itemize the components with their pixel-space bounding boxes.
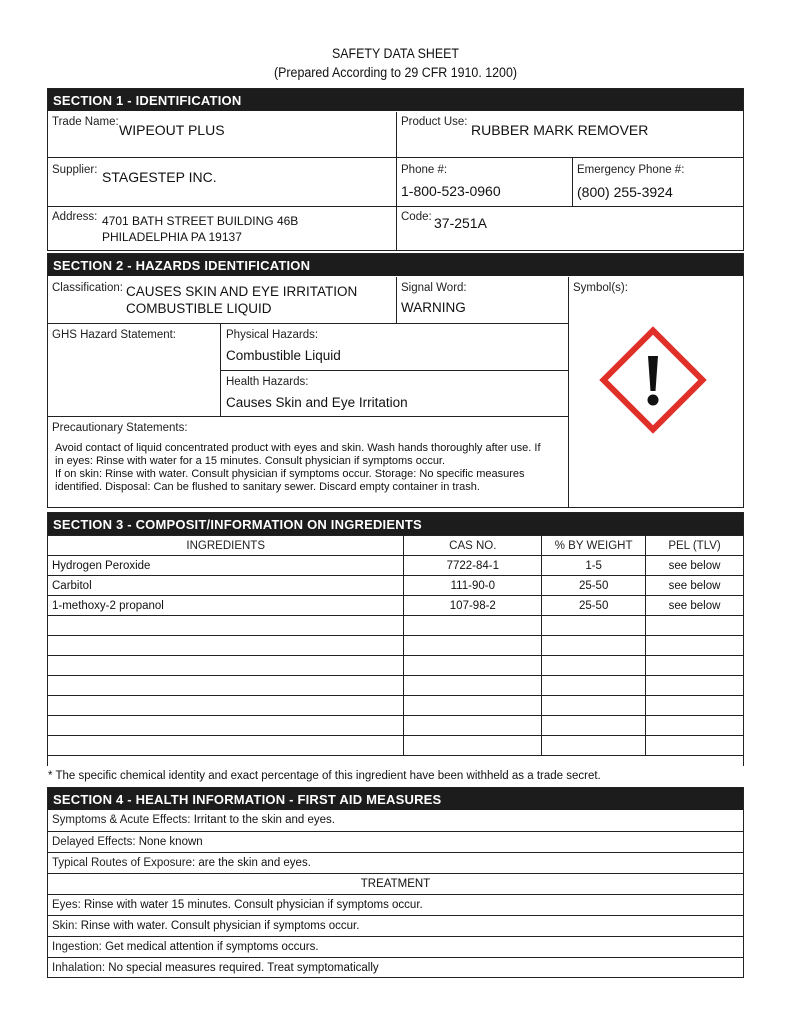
classification-line-2: COMBUSTIBLE LIQUID [126, 301, 272, 316]
ingredient-name [48, 736, 404, 756]
percent-weight [542, 616, 646, 636]
table-row [48, 676, 744, 696]
pel-tlv: see below [646, 596, 744, 616]
signal-word-value: WARNING [401, 300, 466, 315]
routes-label: Typical Routes of Exposure: [52, 857, 196, 869]
section-3-title: SECTION 3 - COMPOSIT/INFORMATION ON INGREDIENTS [48, 513, 743, 535]
percent-weight [542, 696, 646, 716]
treatment-heading: TREATMENT [360, 878, 431, 890]
column-header: % BY WEIGHT [542, 536, 646, 556]
symbols-cell [569, 277, 743, 507]
address-label: Address: [52, 211, 98, 223]
ingredients-header-row [48, 536, 744, 556]
cas-number [404, 716, 542, 736]
treatment-heading-row [48, 873, 743, 894]
ingredient-name: Hydrogen Peroxide [48, 556, 404, 576]
delayed-effects-label: Delayed Effects: [52, 836, 136, 848]
percent-weight: 1-5 [542, 556, 646, 576]
symbols-label: Symbol(s): [573, 282, 628, 294]
pel-tlv [646, 616, 744, 636]
document-header [32, 44, 760, 82]
percent-weight [542, 736, 646, 756]
pel-tlv [646, 736, 744, 756]
percent-weight [542, 636, 646, 656]
cas-number: 7722-84-1 [404, 556, 542, 576]
routes-value: are the skin and eyes. [198, 857, 311, 869]
symptoms-label: Symptoms & Acute Effects: [52, 814, 191, 826]
health-hazards-cell [221, 371, 569, 417]
classification-cell [48, 277, 397, 324]
code-cell [397, 207, 743, 250]
table-row [48, 736, 744, 756]
delayed-effects-value: None known [138, 836, 203, 848]
trade-name-label: Trade Name: [52, 116, 119, 128]
document-title: SAFETY DATA SHEET [331, 46, 459, 61]
cas-number [404, 656, 542, 676]
trade-name-value: WIPEOUT PLUS [119, 122, 225, 138]
inhalation-row [48, 957, 743, 978]
table-row [48, 636, 744, 656]
physical-hazards-label: Physical Hazards: [226, 329, 319, 341]
delayed-effects-row [48, 831, 743, 852]
physical-hazards-cell [221, 324, 569, 371]
percent-weight: 25-50 [542, 576, 646, 596]
section-2-hazards [47, 253, 744, 508]
precautionary-text [55, 442, 565, 494]
eyes-label: Eyes: [52, 899, 81, 911]
emergency-phone-label: Emergency Phone #: [577, 164, 685, 176]
pel-tlv: see below [646, 576, 744, 596]
table-row [48, 716, 744, 736]
ingredient-name [48, 656, 404, 676]
precautionary-line: in eyes: Rinse with water for a 15 minutes. Consult physician if symptoms occur. [55, 455, 446, 467]
supplier-label: Supplier: [52, 164, 98, 176]
pel-tlv [646, 676, 744, 696]
pel-tlv: see below [646, 556, 744, 576]
pel-tlv [646, 716, 744, 736]
skin-value: Rinse with water. Consult physician if symptoms occur. [80, 920, 360, 932]
section-1-title: SECTION 1 - IDENTIFICATION [48, 89, 743, 111]
percent-weight [542, 656, 646, 676]
pel-tlv [646, 656, 744, 676]
eyes-row [48, 894, 743, 915]
address-line-1: 4701 BATH STREET BUILDING 46B [102, 214, 299, 228]
table-row [48, 616, 744, 636]
cas-number: 111-90-0 [404, 576, 542, 596]
ingredient-name: Carbitol [48, 576, 404, 596]
cas-number: 107-98-2 [404, 596, 542, 616]
ingredients-table [47, 535, 744, 756]
ingestion-value: Get medical attention if symptoms occurs. [105, 941, 319, 953]
table-row [48, 696, 744, 716]
product-use-cell [397, 112, 743, 158]
cas-number [404, 636, 542, 656]
ingredient-name [48, 636, 404, 656]
pel-tlv [646, 696, 744, 716]
table-row [48, 576, 744, 596]
precautionary-line: identified. Disposal: Can be flushed to sanitary sewer. Discard empty container in trash. [55, 481, 480, 493]
document-subtitle: (Prepared According to 29 CFR 1910. 1200) [273, 65, 518, 80]
precautionary-label: Precautionary Statements: [52, 422, 188, 434]
table-row [48, 596, 744, 616]
supplier-value: STAGESTEP INC. [102, 169, 217, 185]
ingredient-name [48, 616, 404, 636]
precautionary-line: Avoid contact of liquid concentrated product with eyes and skin. Wash hands thoroughly after use. If [55, 442, 541, 454]
cas-number [404, 676, 542, 696]
inhalation-value: No special measures required. Treat symptomatically [108, 962, 379, 974]
phone-label: Phone #: [401, 164, 448, 176]
inhalation-label: Inhalation: [52, 962, 106, 974]
routes-row [48, 852, 743, 873]
health-hazards-value: Causes Skin and Eye Irritation [226, 395, 408, 410]
precautionary-line: If on skin: Rinse with water. Consult physician if symptoms occur. Storage: No specific measures [55, 468, 525, 480]
eyes-value: Rinse with water 15 minutes. Consult physician if symptoms occur. [83, 899, 423, 911]
section-2-title: SECTION 2 - HAZARDS IDENTIFICATION [48, 254, 743, 276]
symptoms-value: Irritant to the skin and eyes. [193, 814, 335, 826]
emergency-phone-cell [573, 158, 743, 207]
symptoms-row [48, 810, 743, 831]
exclamation-mark-pictogram-icon [599, 326, 707, 434]
ingredient-name [48, 716, 404, 736]
skin-label: Skin: [52, 920, 78, 932]
section-1-identification [47, 88, 744, 251]
trade-secret-footnote: * The specific chemical identity and exact percentage of this ingredient have been withheld as a trade secret. [48, 770, 601, 782]
percent-weight [542, 676, 646, 696]
section-4-first-aid [47, 787, 744, 978]
ingestion-label: Ingestion: [52, 941, 102, 953]
ghs-statement-cell [48, 324, 221, 417]
pel-tlv [646, 636, 744, 656]
ingredient-name: 1-methoxy-2 propanol [48, 596, 404, 616]
signal-word-cell [397, 277, 569, 324]
percent-weight [542, 716, 646, 736]
precautionary-cell [48, 417, 569, 507]
cas-number [404, 616, 542, 636]
phone-cell [397, 158, 573, 207]
classification-line-1: CAUSES SKIN AND EYE IRRITATION [126, 284, 358, 299]
cas-number [404, 736, 542, 756]
emergency-phone-value: (800) 255-3924 [577, 184, 673, 200]
product-use-value: RUBBER MARK REMOVER [471, 122, 649, 138]
ingredient-name [48, 696, 404, 716]
ingestion-row [48, 936, 743, 957]
column-header: INGREDIENTS [48, 536, 404, 556]
section-4-title: SECTION 4 - HEALTH INFORMATION - FIRST AID MEASURES [48, 788, 743, 810]
physical-hazards-value: Combustible Liquid [226, 348, 341, 363]
ingredient-name [48, 676, 404, 696]
phone-value: 1-800-523-0960 [401, 183, 501, 199]
classification-label: Classification: [52, 282, 123, 294]
ghs-statement-label: GHS Hazard Statement: [52, 329, 176, 341]
skin-row [48, 915, 743, 936]
table-row [48, 656, 744, 676]
section-3-ingredients [47, 512, 744, 766]
signal-word-label: Signal Word: [401, 282, 467, 294]
code-label: Code: [401, 211, 432, 223]
product-use-label: Product Use: [401, 116, 468, 128]
column-header: PEL (TLV) [646, 536, 744, 556]
supplier-cell [48, 158, 397, 207]
address-cell [48, 207, 397, 250]
code-value: 37-251A [434, 215, 487, 231]
percent-weight: 25-50 [542, 596, 646, 616]
table-row [48, 556, 744, 576]
health-hazards-label: Health Hazards: [226, 376, 309, 388]
cas-number [404, 696, 542, 716]
column-header: CAS NO. [404, 536, 542, 556]
address-line-2: PHILADELPHIA PA 19137 [102, 230, 242, 244]
trade-name-cell [48, 112, 397, 158]
